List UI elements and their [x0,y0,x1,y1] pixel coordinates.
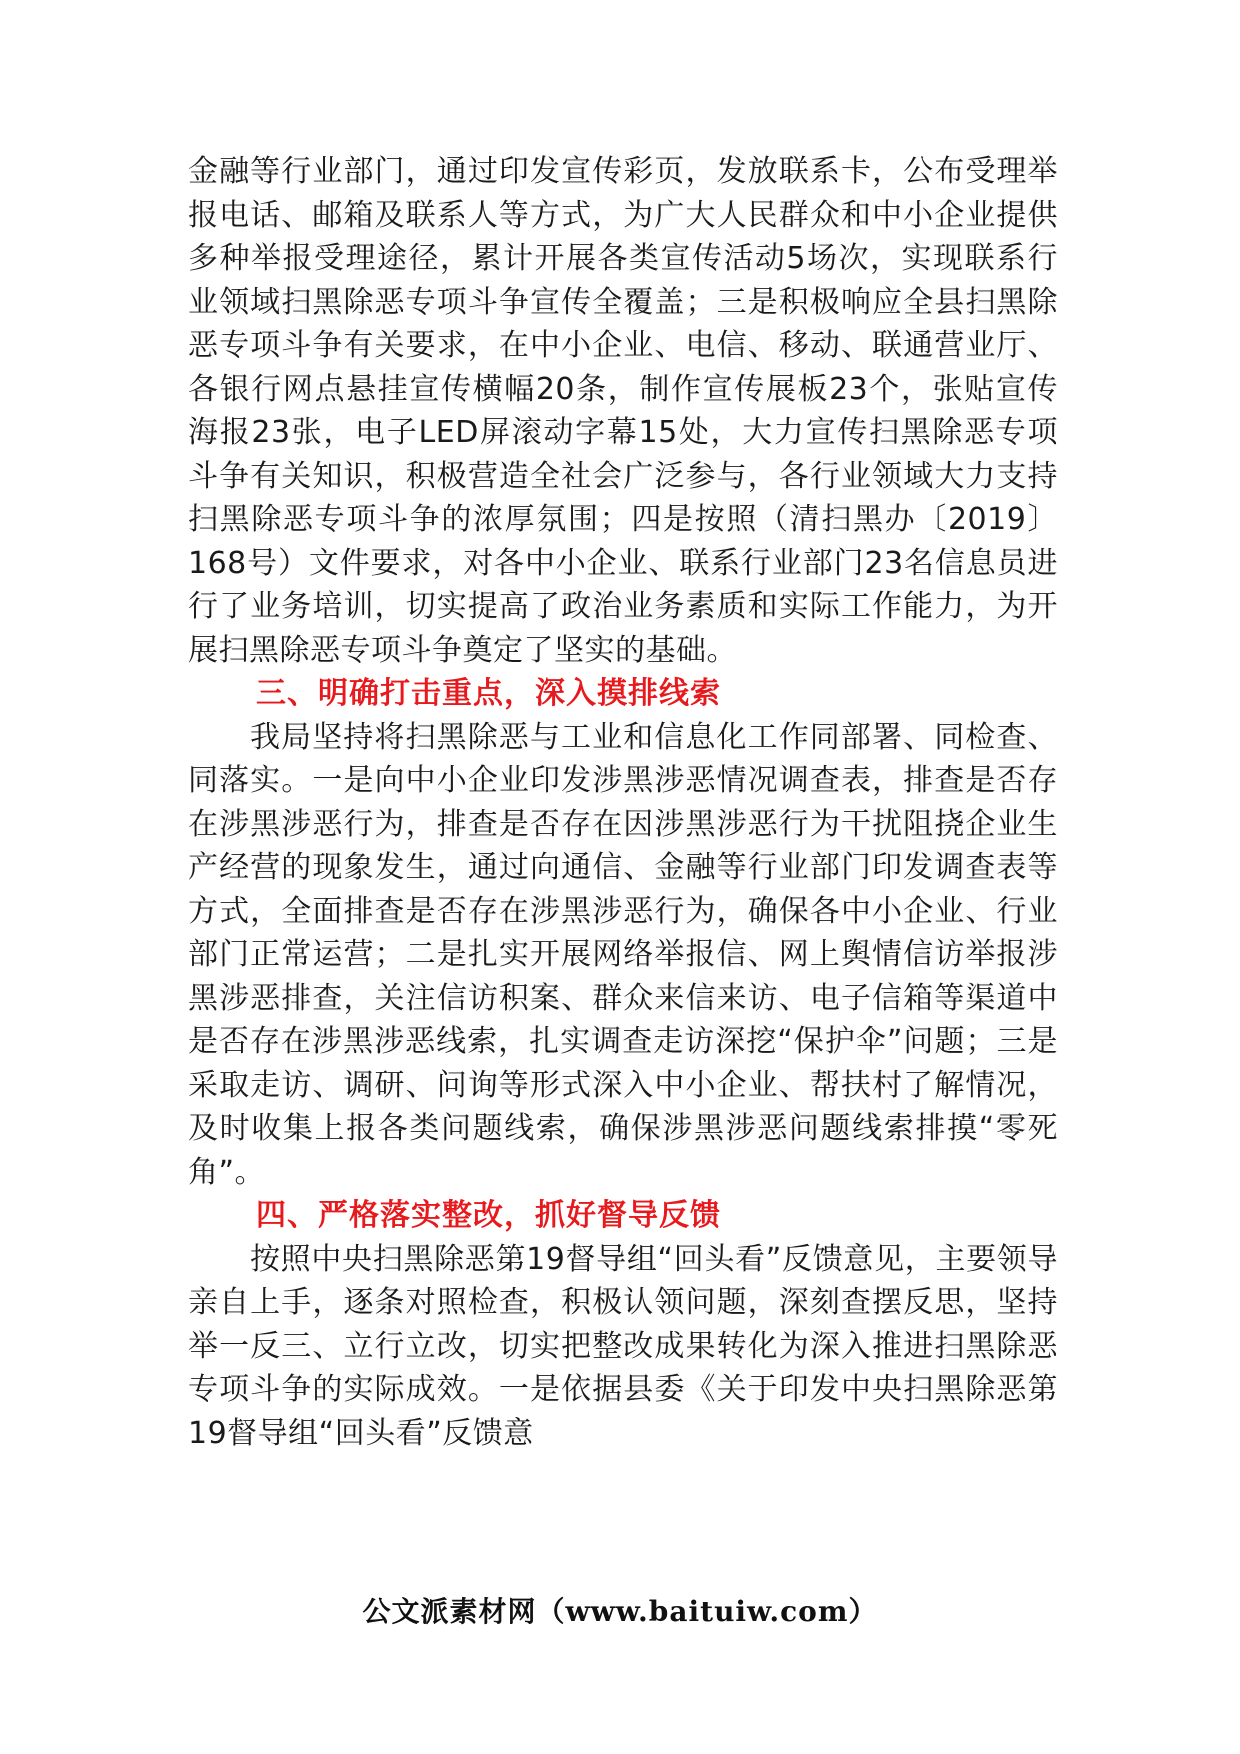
footer-watermark: 公文派素材网（www.baituiw.com） [362,1595,878,1628]
body-paragraph-2: 我局坚持将扫黑除恶与工业和信息化工作同部署、同检查、同落实。一是向中小企业印发涉黑涉恶情况调查表，排查是否存在涉黑涉恶行为，排查是否存在因涉黑涉恶行为干扰阻挠企业生产经营的现象发生，通过向通信、金融等行业部门印发调查表等方式，全面排查是否存在涉黑涉恶行为，确保各中小企业、行业部门正常运营；二是扎实开展网络举报信、网上舆情信访举报涉黑涉恶排查，关注信访积案、群众来信来访、电子信箱等渠道中是否存在涉黑涉恶线索，扎实调查走访深挖“保护伞”问题；三是采取走访、调研、问询等形式深入中小企业、帮扶村了解情况，及时收集上报各类问题线索，确保涉黑涉恶问题线索排摸“零死角”。 [188,719,1058,1190]
document-body [188,150,1058,1455]
section-heading-3: 三、明确打击重点，深入摸排线索 [256,676,721,711]
body-paragraph-1: 金融等行业部门，通过印发宣传彩页，发放联系卡，公布受理举报电话、邮箱及联系人等方式，为广大人民群众和中小企业提供多种举报受理途径，累计开展各类宣传活动5场次，实现联系行业领域扫黑除恶专项斗争宣传全覆盖；三是积极响应全县扫黑除恶专项斗争有关要求，在中小企业、电信、移动、联通营业厅、各银行网点悬挂宣传横幅20条，制作宣传展板23个，张贴宣传海报23张，电子LED屏滚动字幕15处，大力宣传扫黑除恶专项斗争有关知识，积极营造全社会广泛参与，各行业领域大力支持扫黑除恶专项斗争的浓厚氛围；四是按照（清扫黑办〔2019〕168号）文件要求，对各中小企业、联系行业部门23名信息员进行了业务培训，切实提高了政治业务素质和实际工作能力，为开展扫黑除恶专项斗争奠定了坚实的基础。 [188,154,1058,668]
body-paragraph-3: 按照中央扫黑除恶第19督导组“回头看”反馈意见，主要领导亲自上手，逐条对照检查，积极认领问题，深刻查摆反思，坚持举一反三、立行立改，切实把整改成果转化为深入推进扫黑除恶专项斗争的实际成效。一是依据县委《关于印发中央扫黑除恶第19督导组“回头看”反馈意 [188,1241,1058,1451]
section-heading-4: 四、严格落实整改，抓好督导反馈 [256,1198,721,1233]
